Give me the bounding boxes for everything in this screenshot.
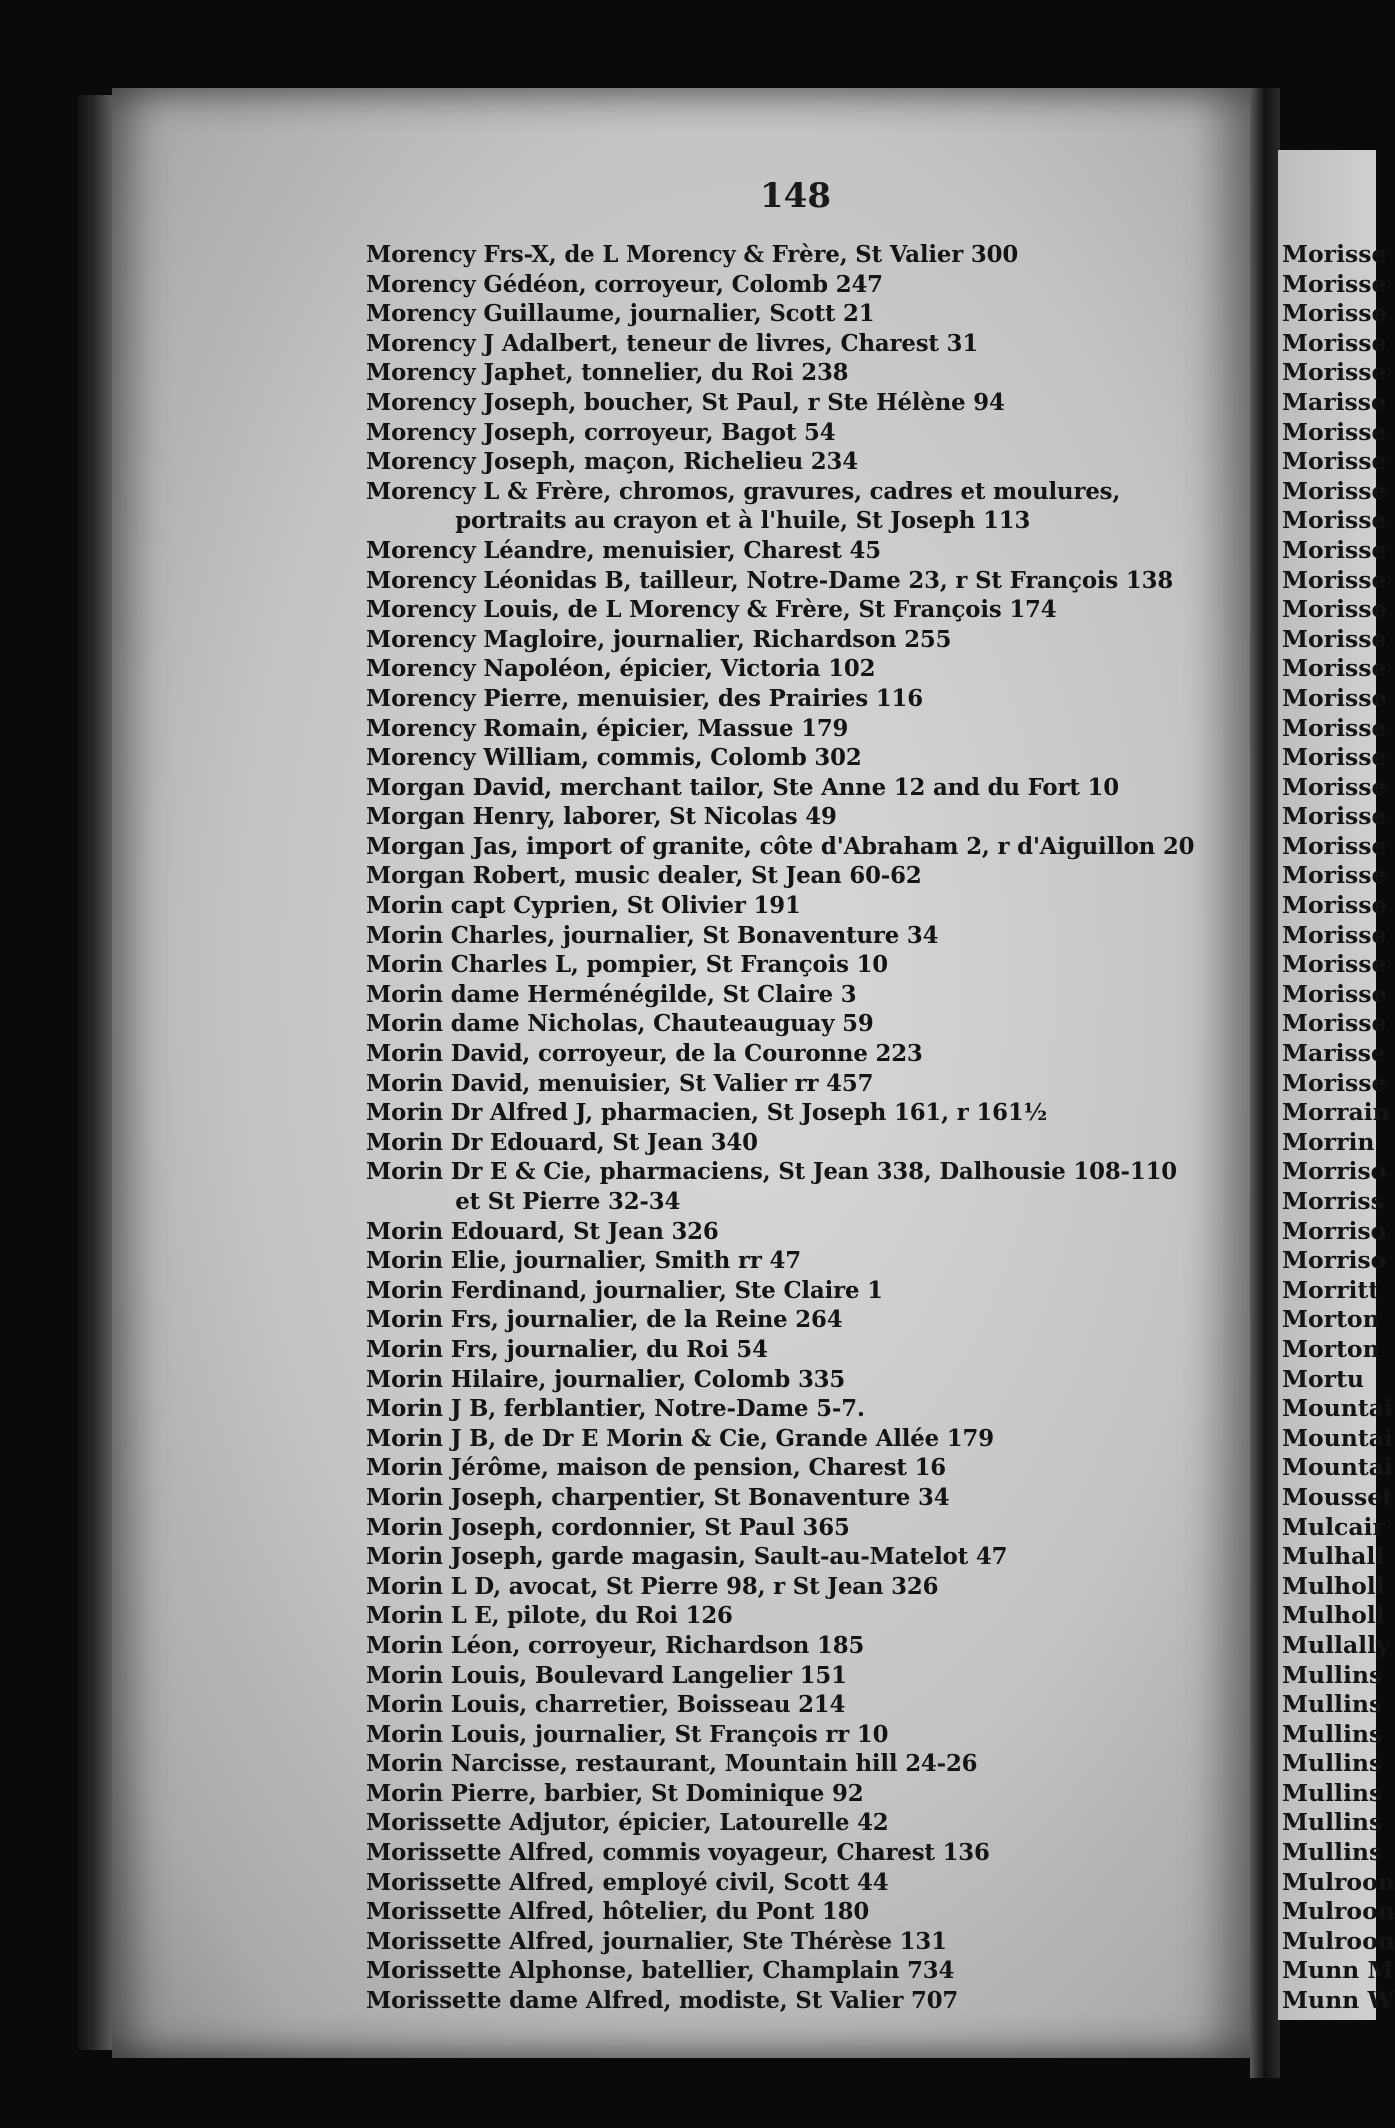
directory-entry: Morin Dr Edouard, St Jean 340 xyxy=(366,1127,758,1156)
facing-page-entry: Morisse xyxy=(1282,713,1387,742)
directory-entry: Morin Frs, journalier, de la Reine 264 xyxy=(366,1305,843,1334)
directory-entry: Morin L E, pilote, du Roi 126 xyxy=(366,1601,733,1630)
facing-page-entry: Mullally xyxy=(1282,1630,1390,1659)
directory-entry: Morency Guillaume, journalier, Scott 21 xyxy=(366,299,875,328)
facing-page-entry: Morriso xyxy=(1282,1216,1387,1245)
facing-page-entry: Morisse xyxy=(1282,950,1387,979)
directory-entry: Morin Dr E & Cie, pharmaciens, St Jean 338, Dalhousie 108-110 xyxy=(366,1157,1178,1186)
facing-page-entry: Morisse xyxy=(1282,299,1387,328)
facing-page-entry: Munn M xyxy=(1282,1956,1394,1985)
directory-entry: Morin Frs, journalier, du Roi 54 xyxy=(366,1334,768,1363)
directory-entry: Morissette Alfred, journalier, Ste Thérèse 131 xyxy=(366,1926,947,1955)
directory-entry: Morissette Alphonse, batellier, Champlain 734 xyxy=(366,1956,955,1985)
facing-page-entry: Morisse xyxy=(1282,891,1387,920)
facing-page-entry: Morisse xyxy=(1282,358,1387,387)
facing-page-entry: Mousset xyxy=(1282,1482,1394,1511)
facing-page-entry: Morisse xyxy=(1282,861,1387,890)
facing-page-entry: Morisse xyxy=(1282,476,1387,505)
directory-entry: Morin J B, de Dr E Morin & Cie, Grande Allée 179 xyxy=(366,1423,994,1452)
directory-entry: Morgan Robert, music dealer, St Jean 60-62 xyxy=(366,861,922,890)
facing-page-entry: Morriss xyxy=(1282,1187,1384,1215)
facing-page-entry: Mullins xyxy=(1282,1749,1383,1778)
facing-page-entry: Morisse xyxy=(1282,447,1387,476)
facing-page-entry: Mulroon xyxy=(1282,1867,1395,1896)
facing-page-entry: Morrin xyxy=(1282,1127,1375,1156)
facing-page-entry: Mullins xyxy=(1282,1719,1383,1748)
directory-entry: Morin Joseph, charpentier, St Bonaventure 34 xyxy=(366,1482,950,1511)
facing-page-entry: Morisse xyxy=(1282,417,1387,446)
directory-entry-continuation: et St Pierre 32-34 xyxy=(455,1187,681,1215)
facing-page-entry: Mullins xyxy=(1282,1660,1383,1689)
facing-page-entry: Mulroon xyxy=(1282,1926,1395,1955)
directory-entry: Morency Japhet, tonnelier, du Roi 238 xyxy=(366,358,849,387)
facing-page-entries-list xyxy=(1282,240,1395,2016)
directory-entry: Morin David, corroyeur, de la Couronne 223 xyxy=(366,1039,923,1068)
directory-entry: Morissette dame Alfred, modiste, St Valier 707 xyxy=(366,1986,959,2015)
directory-entry: Morency Léandre, menuisier, Charest 45 xyxy=(366,535,881,564)
book-gutter xyxy=(1250,88,1280,2078)
directory-entry: Morency Napoléon, épicier, Victoria 102 xyxy=(366,654,876,683)
directory-entry: Morin Edouard, St Jean 326 xyxy=(366,1216,719,1245)
facing-page-entry: Mullins xyxy=(1282,1808,1383,1837)
directory-entry: Morin Elie, journalier, Smith rr 47 xyxy=(366,1246,801,1275)
directory-entry: Morin Joseph, cordonnier, St Paul 365 xyxy=(366,1512,850,1541)
facing-page-entry: Morisse xyxy=(1282,772,1387,801)
facing-page-entry: Mulhall xyxy=(1282,1542,1385,1571)
directory-entry: Morin Ferdinand, journalier, Ste Claire 1 xyxy=(366,1275,883,1304)
facing-page-entry: Morisse xyxy=(1282,979,1387,1008)
directory-entry: Morin Charles, journalier, St Bonaventure 34 xyxy=(366,920,939,949)
directory-entry-continuation: portraits au crayon et à l'huile, St Joseph 113 xyxy=(455,506,1031,535)
facing-page-entry: Morisse xyxy=(1282,506,1387,535)
facing-page-entry: Mulholl xyxy=(1282,1571,1385,1600)
facing-page-entry: Marisse xyxy=(1282,387,1386,416)
directory-entry: Morin capt Cyprien, St Olivier 191 xyxy=(366,891,801,920)
facing-page-entry: Mountai xyxy=(1282,1453,1393,1482)
directory-entry: Morissette Alfred, hôtelier, du Pont 180 xyxy=(366,1897,870,1926)
facing-page-entry: Morisse xyxy=(1282,328,1387,357)
facing-page-entry: Morisse xyxy=(1282,831,1387,860)
directory-entry: Morency Magloire, journalier, Richardson 255 xyxy=(366,624,952,653)
directory-entry: Morin L D, avocat, St Pierre 98, r St Jean 326 xyxy=(366,1571,939,1600)
facing-page-entry: Morisse xyxy=(1282,624,1387,653)
directory-entry: Morin dame Herménégilde, St Claire 3 xyxy=(366,979,857,1008)
facing-page-entry: Mulholl xyxy=(1282,1601,1385,1630)
facing-page-entry: Morisse xyxy=(1282,269,1387,298)
directory-entry: Morin Hilaire, journalier, Colomb 335 xyxy=(366,1364,846,1393)
facing-page-entry: Morisse xyxy=(1282,743,1387,772)
directory-entry: Morency Louis, de L Morency & Frère, St François 174 xyxy=(366,595,1057,624)
directory-entry: Morin J B, ferblantier, Notre-Dame 5-7. xyxy=(366,1394,865,1423)
directory-entry: Morency Romain, épicier, Massue 179 xyxy=(366,713,849,742)
directory-entry: Morin dame Nicholas, Chauteauguay 59 xyxy=(366,1009,874,1038)
facing-page-entry: Morisse xyxy=(1282,920,1387,949)
directory-entries-list xyxy=(366,240,1246,2016)
directory-entry: Morency Frs-X, de L Morency & Frère, St Valier 300 xyxy=(366,240,1019,268)
directory-entry: Morin Narcisse, restaurant, Mountain hill 24-26 xyxy=(366,1749,978,1778)
facing-page-entry: Morton xyxy=(1282,1305,1380,1334)
facing-page-entry: Mullins xyxy=(1282,1690,1383,1719)
directory-entry: Morin Pierre, barbier, St Dominique 92 xyxy=(366,1778,864,1807)
directory-entry: Morgan Henry, laborer, St Nicolas 49 xyxy=(366,802,837,831)
facing-page-entry: Morrain xyxy=(1282,1098,1390,1127)
directory-entry: Morency Gédéon, corroyeur, Colomb 247 xyxy=(366,269,883,298)
directory-entry: Morissette Alfred, employé civil, Scott 44 xyxy=(366,1867,889,1896)
directory-entry: Morin David, menuisier, St Valier rr 457 xyxy=(366,1068,874,1097)
directory-entry: Morency Joseph, corroyeur, Bagot 54 xyxy=(366,417,836,446)
facing-page-entry: Morton xyxy=(1282,1334,1380,1363)
directory-entry: Morency Joseph, maçon, Richelieu 234 xyxy=(366,447,858,476)
facing-page-entry: Mortu xyxy=(1282,1364,1365,1393)
facing-page-entry: Mulroon xyxy=(1282,1897,1395,1926)
facing-page-entry: Morisse xyxy=(1282,683,1387,712)
directory-entry: Morin Léon, corroyeur, Richardson 185 xyxy=(366,1630,865,1659)
directory-entry: Morency Joseph, boucher, St Paul, r Ste Hélène 94 xyxy=(366,387,1005,416)
facing-page-entry: Morisse xyxy=(1282,1009,1387,1038)
directory-entry: Morin Jérôme, maison de pension, Charest 16 xyxy=(366,1453,947,1482)
facing-page-entry: Morisse xyxy=(1282,240,1387,268)
directory-entry: Morin Louis, charretier, Boisseau 214 xyxy=(366,1690,846,1719)
directory-entry: Morency L & Frère, chromos, gravures, cadres et moulures, xyxy=(366,476,1121,505)
facing-page-entry: Mountai xyxy=(1282,1423,1393,1452)
directory-entry: Morissette Alfred, commis voyageur, Charest 136 xyxy=(366,1838,990,1867)
directory-entry: Morency William, commis, Colomb 302 xyxy=(366,743,862,772)
facing-page-entry: Morisse xyxy=(1282,565,1387,594)
directory-entry: Morin Louis, journalier, St François rr 10 xyxy=(366,1719,889,1748)
facing-page-entry: Morisse xyxy=(1282,535,1387,564)
facing-page-entry: Mountai xyxy=(1282,1394,1393,1423)
directory-entry: Morissette Adjutor, épicier, Latourelle 42 xyxy=(366,1808,889,1837)
directory-entry: Morency Léonidas B, tailleur, Notre-Dame 23, r St François 138 xyxy=(366,565,1174,594)
directory-entry: Morin Charles L, pompier, St François 10 xyxy=(366,950,889,979)
facing-page-entry: Morisse xyxy=(1282,654,1387,683)
facing-page-entry: Marisse xyxy=(1282,1039,1386,1068)
facing-page-entry: Munn W xyxy=(1282,1986,1394,2015)
directory-entry: Morin Dr Alfred J, pharmacien, St Joseph 161, r 161½ xyxy=(366,1098,1048,1127)
directory-entry: Morency J Adalbert, teneur de livres, Charest 31 xyxy=(366,328,979,357)
directory-entry: Morin Louis, Boulevard Langelier 151 xyxy=(366,1660,847,1689)
facing-page-entry: Morriso xyxy=(1282,1157,1387,1186)
facing-page-entry: Mullins xyxy=(1282,1778,1383,1807)
page-number: 148 xyxy=(760,176,831,216)
facing-page-entry: Mulcair xyxy=(1282,1512,1385,1541)
directory-entry: Morency Pierre, menuisier, des Prairies 116 xyxy=(366,683,923,712)
directory-entry: Morin Joseph, garde magasin, Sault-au-Matelot 47 xyxy=(366,1542,1008,1571)
facing-page-entry: Morisse xyxy=(1282,1068,1387,1097)
facing-page-entry: Morritt xyxy=(1282,1275,1380,1304)
facing-page-entry: Morisse xyxy=(1282,595,1387,624)
directory-entry: Morgan Jas, import of granite, côte d'Abraham 2, r d'Aiguillon 20 xyxy=(366,831,1195,860)
facing-page-entry: Morriso xyxy=(1282,1246,1387,1275)
facing-page-entry: Mullins xyxy=(1282,1838,1383,1867)
facing-page-entry: Morisse xyxy=(1282,802,1387,831)
directory-entry: Morgan David, merchant tailor, Ste Anne 12 and du Fort 10 xyxy=(366,772,1119,801)
